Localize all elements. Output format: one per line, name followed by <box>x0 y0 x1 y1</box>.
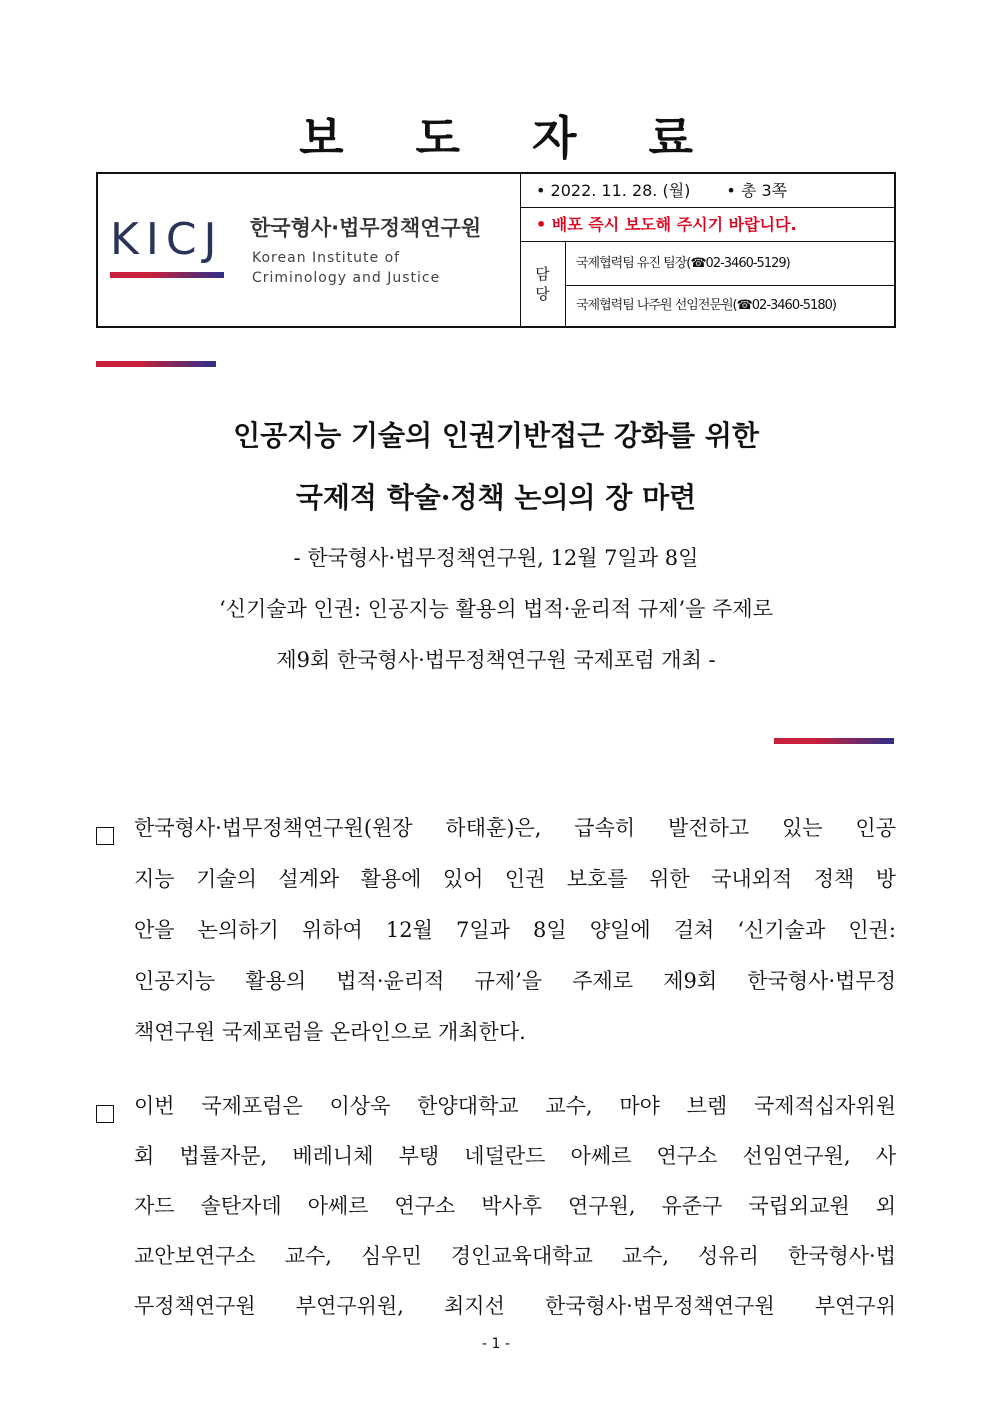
checkbox-bullet-icon <box>96 827 114 845</box>
paragraph-line: 안을 논의하기 위하여 12월 7일과 8일 양일에 걸쳐 ‘신기술과 인권: <box>134 918 896 942</box>
paragraph-line: 인공지능 활용의 법적·윤리적 규제’을 주제로 제9회 한국형사·법무정 <box>134 969 896 993</box>
contact-label-char-1: 담 <box>535 265 550 283</box>
page-number: - 1 - <box>482 1336 510 1352</box>
logo-area <box>98 174 521 326</box>
paragraph-line: 지능 기술의 설계와 활용에 있어 인권 보호를 위한 국내외적 정책 방 <box>134 867 896 891</box>
decorative-bar-left <box>96 361 216 367</box>
org-name-english-line1: Korean Institute of <box>252 250 401 266</box>
paragraph-line: 이번 국제포럼은 이상욱 한양대학교 교수, 마야 브렘 국제적십자위원 <box>134 1094 896 1118</box>
subheadline-line-2: ‘신기술과 인권: 인공지능 활용의 법적·윤리적 규제’을 주제로 <box>218 597 773 621</box>
subheadline-line-3: 제9회 한국형사·법무정책연구원 국제포럼 개최 - <box>276 648 716 672</box>
checkbox-bullet-icon <box>96 1105 114 1123</box>
contact-person-1: 국제협력팀 유진 팀장(☎02-3460-5129) <box>566 242 894 286</box>
release-notice: • 배포 즉시 보도해 주시기 바랍니다. <box>520 208 894 242</box>
paragraph-line: 교안보연구소 교수, 심우민 경인교육대학교 교수, 성유리 한국형사·법 <box>134 1244 896 1268</box>
page-count: • 총 3쪽 <box>726 181 788 200</box>
paragraph-line: 자드 솔탄자데 아쎄르 연구소 박사후 연구원, 유준구 국립외교원 외 <box>134 1194 896 1218</box>
org-name-english-line2: Criminology and Justice <box>252 270 441 286</box>
paragraph-line: 무정책연구원 부연구위원, 최지선 한국형사·법무정책연구원 부연구위 <box>134 1294 896 1318</box>
release-info <box>520 174 894 326</box>
headline-line-1: 인공지능 기술의 인권기반접근 강화를 위한 <box>233 419 759 452</box>
subheadline-line-1: - 한국형사·법무정책연구원, 12월 7일과 8일 <box>293 546 699 570</box>
contact-label-char-2: 당 <box>535 285 550 303</box>
kicj-logo: KICJ <box>110 214 224 265</box>
contact-person-2: 국제협력팀 나주원 선임전문원(☎02-3460-5180) <box>576 298 836 313</box>
headline-line-2: 국제적 학술·정책 논의의 장 마련 <box>295 481 697 514</box>
decorative-bar-right <box>774 738 894 744</box>
paragraph-line: 책연구원 국제포럼을 온라인으로 개최한다. <box>134 1020 526 1044</box>
document-title: 보 도 자 료 <box>299 111 721 165</box>
org-name-korean: 한국형사·법무정책연구원 <box>250 216 482 240</box>
logo-underline-bar <box>110 272 224 278</box>
release-date: • 2022. 11. 28. (월) <box>536 181 691 200</box>
paragraph-line: 한국형사·법무정책연구원(원장 하태훈)은, 급속히 발전하고 있는 인공 <box>134 816 896 840</box>
org-name-english <box>252 248 440 288</box>
release-date-row <box>520 174 894 208</box>
press-release-header <box>96 172 896 328</box>
contact-label <box>520 242 566 326</box>
paragraph-line: 회 법률자문, 베레니체 부탱 네덜란드 아쎄르 연구소 선임연구원, 사 <box>134 1144 896 1168</box>
